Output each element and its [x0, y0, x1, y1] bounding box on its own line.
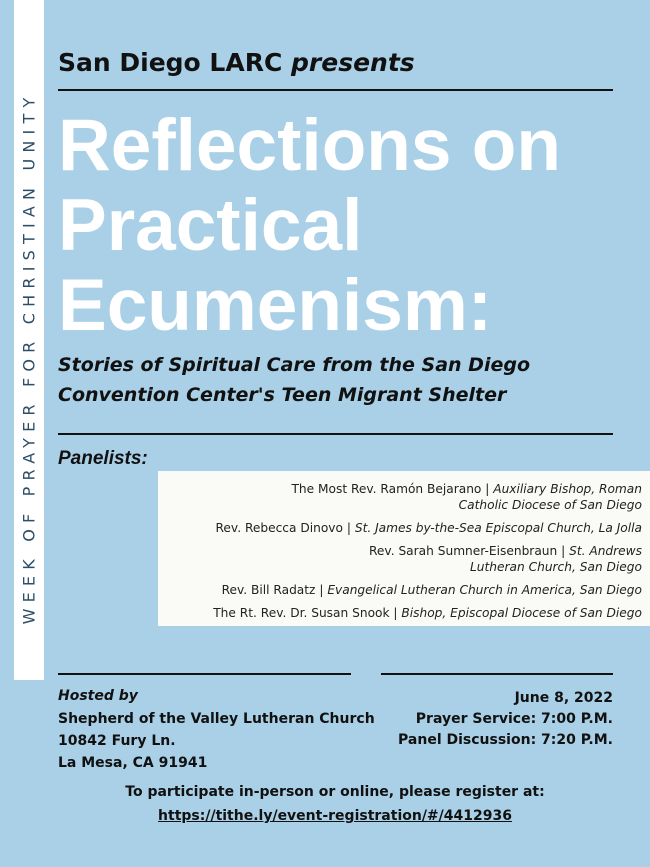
- panelist-affiliation: St. Andrews: [569, 544, 642, 558]
- divider-bottom-right: [381, 673, 613, 675]
- divider-middle: [58, 433, 613, 435]
- panelist-affiliation: Bishop, Episcopal Diocese of San Diego: [401, 606, 642, 620]
- panelists-box: [158, 471, 650, 626]
- panelist-name: Rev. Sarah Sumner-Eisenbraun: [369, 544, 558, 558]
- panelist-affiliation: St. James by-the-Sea Episcopal Church, La Jolla: [354, 521, 642, 535]
- panelist-item: [182, 520, 642, 536]
- presents-word: presents: [291, 48, 415, 77]
- host-address: [58, 708, 375, 774]
- panelist-item: [182, 481, 642, 513]
- divider-top: [58, 89, 613, 91]
- panelist-item: [182, 605, 642, 621]
- panelists-list: [182, 481, 642, 628]
- event-subtitle: [58, 350, 578, 410]
- panelist-name: Rev. Bill Radatz: [221, 583, 316, 597]
- panelist-affiliation: Evangelical Lutheran Church in America, San Diego: [327, 583, 642, 597]
- host-line: La Mesa, CA 91941: [58, 755, 208, 771]
- subtitle-line: Convention Center's Teen Migrant Shelter: [58, 384, 507, 406]
- hosted-by-label: Hosted by: [58, 688, 138, 704]
- separator: |: [342, 521, 355, 535]
- event-title: [58, 106, 638, 346]
- prayer-time: Prayer Service: 7:00 P.M.: [415, 711, 613, 727]
- presenter-heading: [58, 48, 415, 77]
- panelist-name: The Most Rev. Ramón Bejarano: [291, 482, 482, 496]
- separator: |: [557, 544, 570, 558]
- panelist-name: The Rt. Rev. Dr. Susan Snook: [213, 606, 390, 620]
- host-line: 10842 Fury Ln.: [58, 733, 176, 749]
- separator: |: [481, 482, 494, 496]
- registration-link[interactable]: https://tithe.ly/event-registration/#/4412936: [158, 808, 512, 824]
- title-line: Ecumenism:: [58, 265, 493, 346]
- event-schedule: [398, 688, 613, 751]
- panelist-affiliation: Lutheran Church, San Diego: [470, 560, 642, 574]
- event-date: June 8, 2022: [514, 690, 613, 706]
- title-line: Practical: [58, 185, 363, 266]
- panel-time: Panel Discussion: 7:20 P.M.: [398, 732, 613, 748]
- panelist-affiliation: Auxiliary Bishop, Roman: [493, 482, 642, 496]
- subtitle-line: Stories of Spiritual Care from the San Diego: [58, 354, 531, 376]
- title-line: Reflections on: [58, 105, 561, 186]
- registration-text: To participate in-person or online, please register at:: [125, 784, 545, 800]
- panelist-item: [182, 582, 642, 598]
- host-line: Shepherd of the Valley Lutheran Church: [58, 711, 375, 727]
- registration-block: [0, 780, 650, 828]
- side-banner-text: WEEK OF PRAYER FOR CHRISTIAN UNITY: [19, 91, 39, 625]
- panelist-name: Rev. Rebecca Dinovo: [215, 521, 343, 535]
- presenter-name: San Diego LARC: [58, 48, 283, 77]
- panelist-item: [182, 543, 642, 575]
- divider-bottom-left: [58, 673, 351, 675]
- separator: |: [389, 606, 402, 620]
- panelists-label: Panelists:: [58, 448, 148, 469]
- separator: |: [315, 583, 328, 597]
- panelist-affiliation: Catholic Diocese of San Diego: [458, 498, 642, 512]
